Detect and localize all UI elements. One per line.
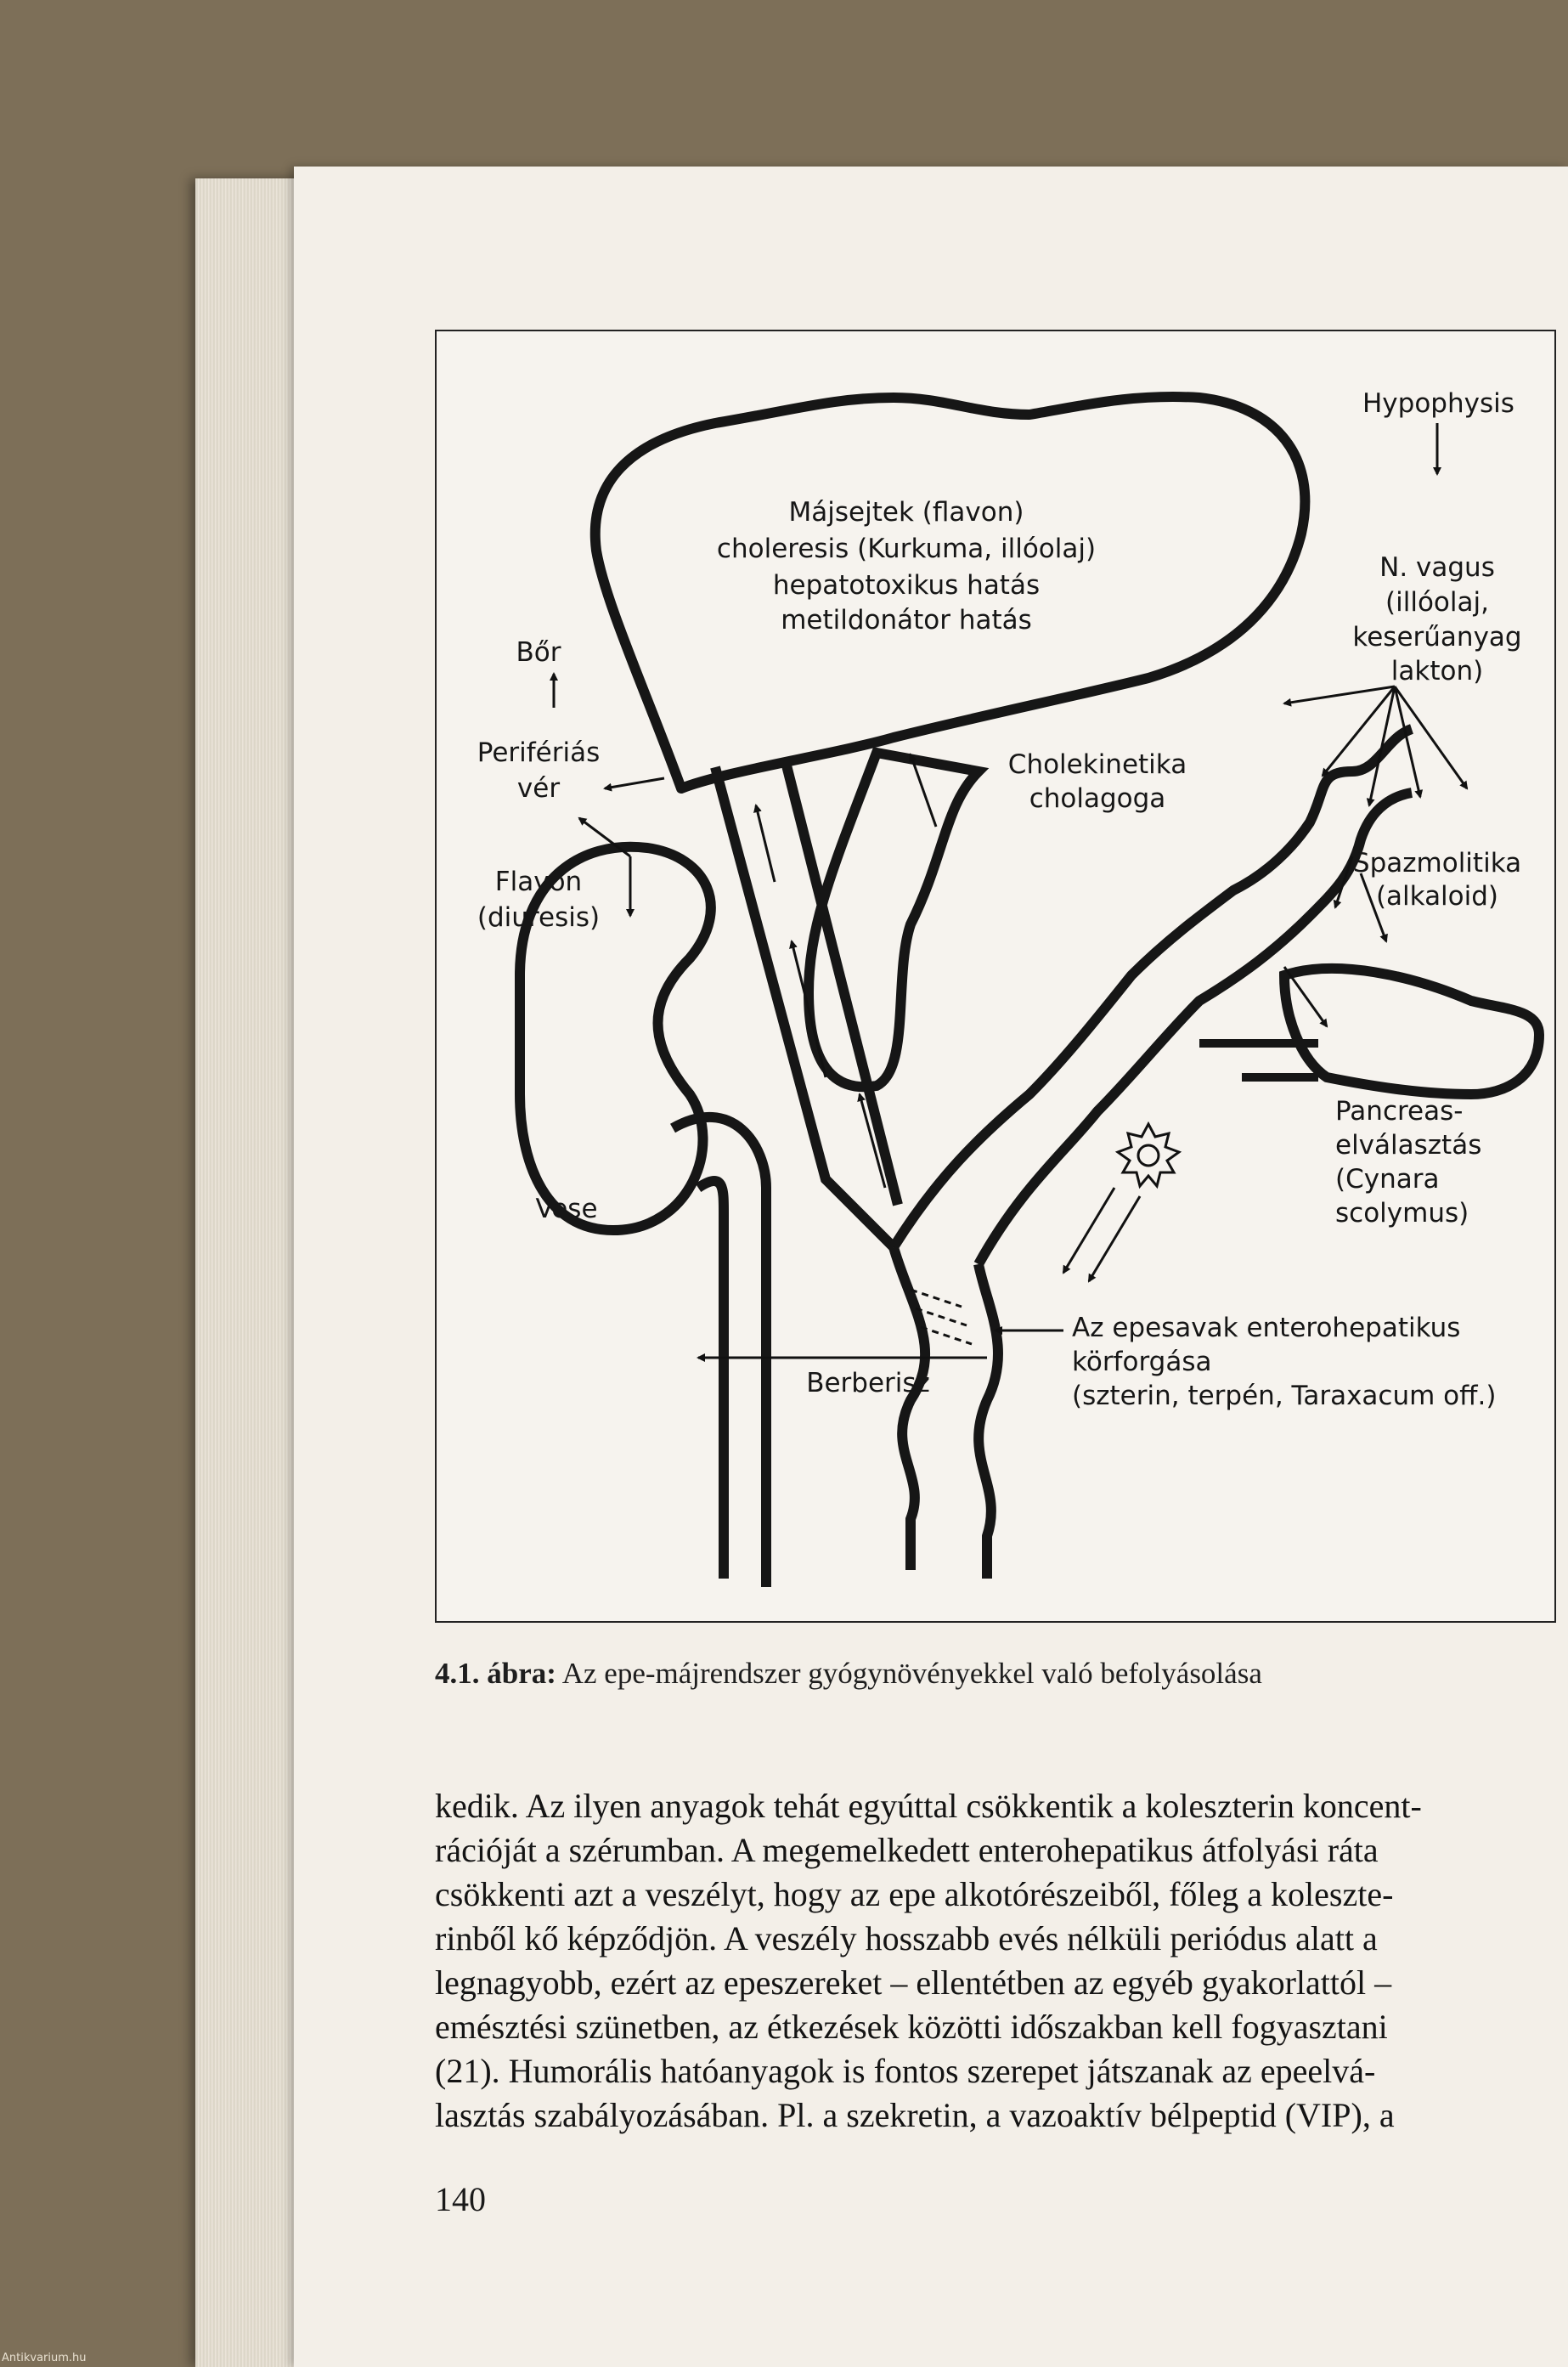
sphincter-arrow-2 [1089,1196,1140,1281]
body-line: kedik. Az ilyen anyagok tehát egyúttal csökkentik a koleszterin koncent- [435,1787,1422,1825]
body-line: lasztás szabályozásában. Pl. a szekretin, a vazoaktív bélpeptid (VIP), a [435,2096,1395,2134]
gallbladder [809,753,979,1087]
body-line: (21). Humorális hatóanyagok is fontos szerepet játszanak az epeelvá- [435,2052,1376,2090]
label-periferias-line2: vér [516,773,561,804]
label-pancreas-line3: (Cynara [1335,1164,1440,1195]
label-liver-line3: hepatotoxikus hatás [772,570,1041,601]
caption-number: 4.1. ábra: [435,1657,556,1690]
body-line: legnagyobb, ezért az epeszereket – ellentétben az egyéb gyakorlattól – [435,1963,1392,2002]
sphincter-arrow-1 [1063,1188,1114,1273]
label-pancreas-line1: Pancreas- [1335,1096,1464,1127]
label-vagus-line2: (illóolaj, [1385,587,1489,618]
figure-caption [435,1657,1556,1691]
label-berberisz: Berberisz [806,1368,930,1398]
label-spazmolitika-line2: (alkaloid) [1375,881,1499,912]
label-spazmolitika-line1: Spazmolitika [1352,848,1522,878]
label-periferias-line1: Perifériás [477,737,601,768]
label-liver-line4: metildonátor hatás [781,605,1032,636]
label-cholekinetika-line2: cholagoga [1029,783,1166,814]
label-vagus-line3: keserűanyag [1352,622,1522,652]
body-line: emésztési szünetben, az étkezések közötti időszakban kell fogyasztani [435,2008,1388,2046]
watermark: Antikvarium.hu [2,2352,87,2364]
sphincter-burst-icon [1118,1124,1179,1186]
vagus-arrow-1 [1284,686,1395,703]
label-epesavak-line1: Az epesavak enterohepatikus [1072,1313,1461,1343]
label-liver-line1: Májsejtek (flavon) [788,497,1024,528]
bile-liver-system-diagram [435,330,1556,1623]
label-liver-line2: choleresis (Kurkuma, illóolaj) [716,534,1097,564]
caption-text: Az epe-májrendszer gyógynövényekkel való befolyásolása [556,1657,1262,1690]
label-flavon-line1: Flavon [494,867,583,897]
periferias-arrow [605,778,664,788]
intestine-outer [979,1264,998,1579]
label-vagus-line1: N. vagus [1379,552,1495,583]
page-number: 140 [435,2180,486,2218]
body-line: rinből kő képződjön. A veszély hosszabb evés nélküli periódus alatt a [435,1919,1378,1957]
body-line: rációját a szérumban. A megemelkedett enterohepatikus átfolyási ráta [435,1831,1379,1869]
label-pancreas-line2: elválasztás [1335,1130,1482,1161]
body-line: csökkenti azt a veszélyt, hogy az epe alkotórészeiből, főleg a koleszte- [435,1875,1394,1913]
label-flavon-line2: (diuresis) [477,902,601,933]
label-hypophysis: Hypophysis [1362,388,1514,419]
label-cholekinetika-line1: Cholekinetika [1007,749,1187,780]
label-pancreas-line4: scolymus) [1335,1198,1469,1229]
intestine [894,1247,925,1570]
label-bor: Bőr [516,637,561,668]
ureter-inner [698,1181,724,1579]
sphincter-center-icon [1138,1145,1159,1166]
label-epesavak-line3: (szterin, terpén, Taraxacum off.) [1072,1381,1497,1411]
label-vese: Vese [535,1194,598,1224]
duct-arrow-3 [756,805,775,882]
pancreas [1284,969,1539,1094]
label-vagus-line4: lakton) [1390,656,1484,686]
label-epesavak-line2: körforgása [1072,1347,1212,1377]
body-paragraph [435,1784,1556,2138]
